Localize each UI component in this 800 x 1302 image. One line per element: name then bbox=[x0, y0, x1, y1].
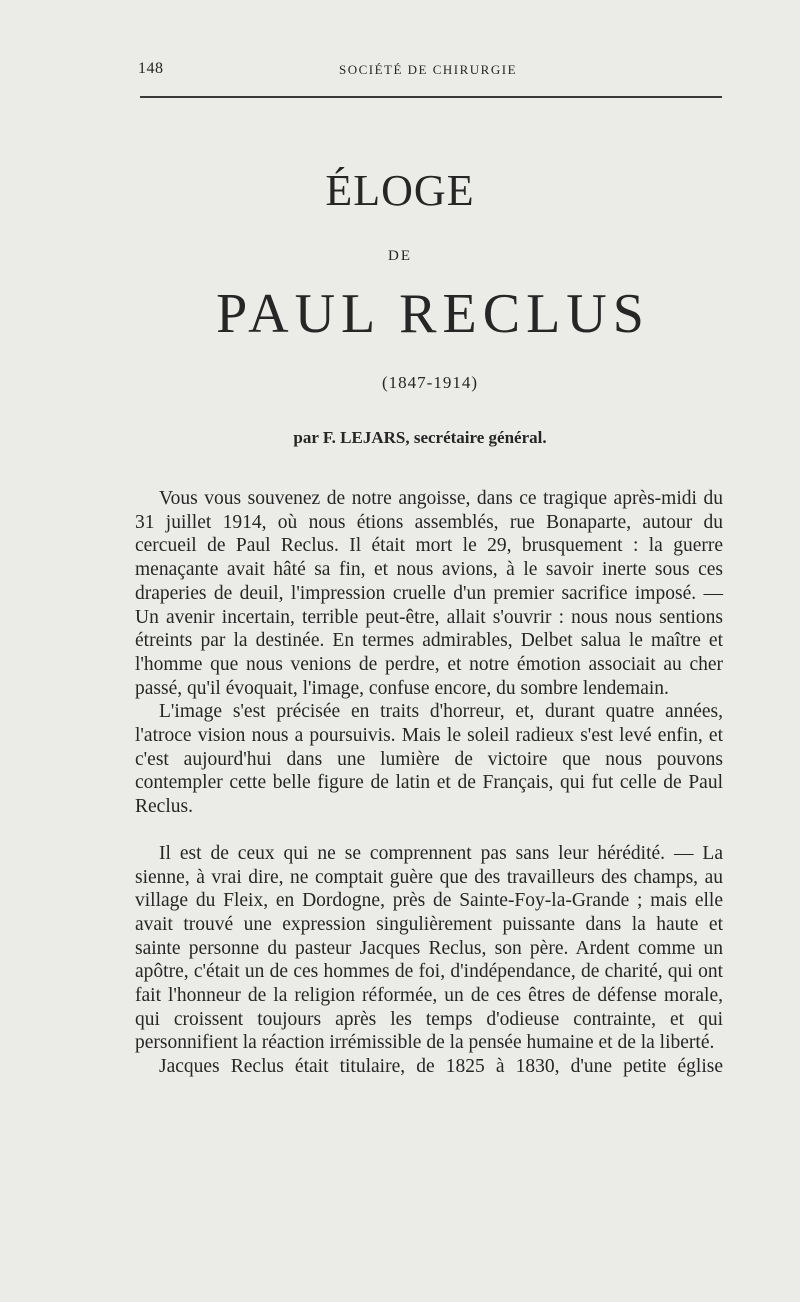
title-de: DE bbox=[388, 248, 412, 264]
paragraph: L'image s'est précisée en traits d'horreur, et, durant quatre années, l'atroce vision nous a poursuivis. Mais le soleil radieux s'est levé enfin, et c'est aujourd'hui dans une lumière de victoire que nous pouvons contempler cette belle figure de latin et de Français, qui fut celle de Paul Reclus. bbox=[135, 701, 723, 818]
byline: par F. LEJARS, secrétaire général. bbox=[293, 428, 547, 447]
title-eloge: ÉLOGE bbox=[325, 166, 475, 215]
running-title: SOCIÉTÉ DE CHIRURGIE bbox=[338, 62, 518, 77]
body-text bbox=[135, 487, 723, 1079]
page-header bbox=[136, 60, 720, 84]
title-name: PAUL RECLUS bbox=[216, 283, 650, 345]
page-number: 148 bbox=[138, 60, 164, 77]
paragraph: Il est de ceux qui ne se comprennent pas sans leur hérédité. — La sienne, à vrai dire, ne comptait guère que des travailleurs des champs, au village du Fleix, en Dordogne, près de Sainte-Foy-la-Grande ; mais elle avait trouvé une expression singulièrement puissante dans la haute et sainte personne du pasteur Jacques Reclus, son père. Ardent comme un apôtre, c'était un de ces hommes de foi, d'indépendance, de charité, qui ont fait l'honneur de la religion réformée, un de ces êtres de défense morale, qui croissent toujours après les temps d'odieuse contrainte, et qui personnifient la réaction irrémissible de la pensée humaine et de la liberté. bbox=[135, 842, 723, 1054]
header-rule bbox=[140, 96, 722, 98]
paragraph: Jacques Reclus était titulaire, de 1825 à 1830, d'une petite église bbox=[159, 1056, 723, 1078]
paragraph: Vous vous souvenez de notre angoisse, dans ce tragique après-midi du 31 juillet 1914, où nous étions assemblés, rue Bonaparte, autour du cercueil de Paul Reclus. Il était mort le 29, brusquement : la guerre menaçante avait hâté sa fin, et nous avions, à le savoir inerte sous ces draperies de deuil, l'impression cruelle d'un premier sacrifice imposé. — Un avenir incertain, terrible peut-être, allait s'ouvrir : nous nous sentions étreints par la destinée. En termes admirables, Delbet salua le maître et l'homme que nous venions de perdre, et notre émotion associait au cher passé, qu'il évoquait, l'image, confuse encore, du sombre lendemain. bbox=[135, 488, 723, 699]
title-dates: (1847-1914) bbox=[382, 373, 478, 392]
